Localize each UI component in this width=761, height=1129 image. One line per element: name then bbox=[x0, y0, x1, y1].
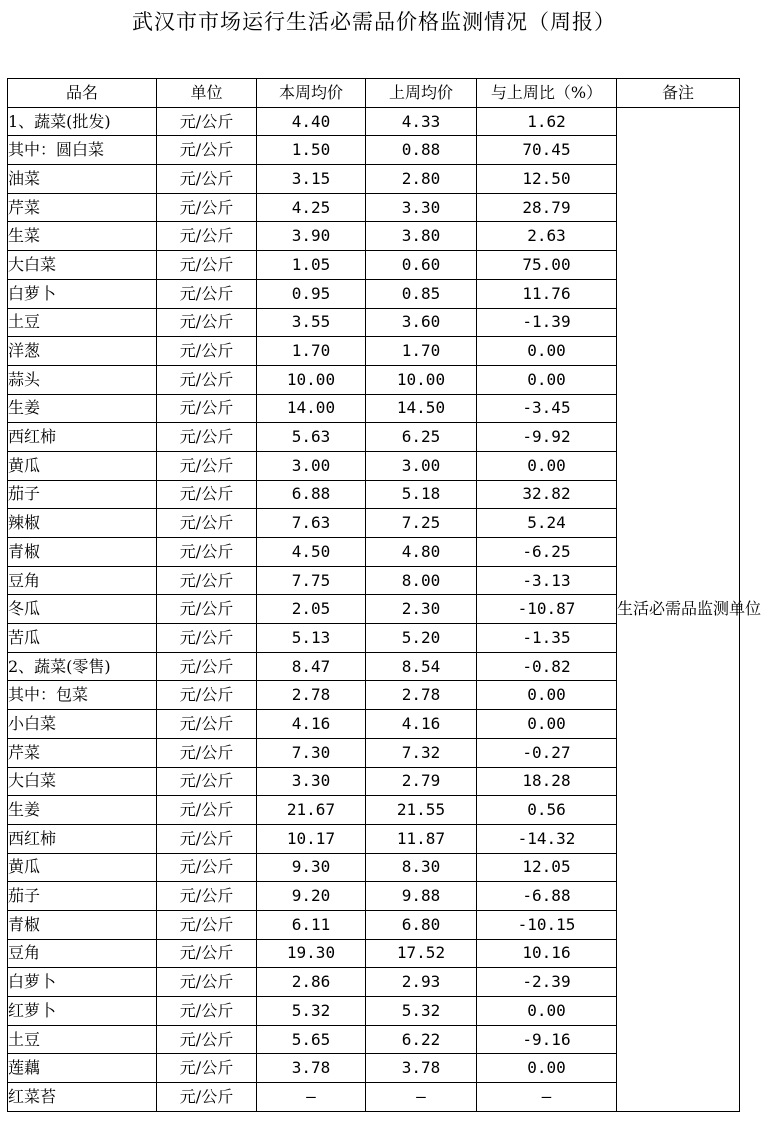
unit-cell: 元/公斤 bbox=[157, 1025, 257, 1054]
change-percent-cell: -9.92 bbox=[477, 423, 617, 452]
change-percent-cell: -6.88 bbox=[477, 882, 617, 911]
unit-cell: 元/公斤 bbox=[157, 509, 257, 538]
change-percent-cell: 0.56 bbox=[477, 796, 617, 825]
unit-cell: 元/公斤 bbox=[157, 1054, 257, 1083]
change-percent-cell: 0.00 bbox=[477, 365, 617, 394]
this-week-price-cell: 14.00 bbox=[257, 394, 366, 423]
item-name-cell: 2、蔬菜(零售) bbox=[8, 652, 157, 681]
unit-cell: 元/公斤 bbox=[157, 624, 257, 653]
unit-cell: 元/公斤 bbox=[157, 451, 257, 480]
this-week-price-cell: 6.88 bbox=[257, 480, 366, 509]
change-percent-cell: -0.82 bbox=[477, 652, 617, 681]
unit-cell: 元/公斤 bbox=[157, 796, 257, 825]
this-week-price-cell: 5.32 bbox=[257, 997, 366, 1026]
change-percent-cell: 0.00 bbox=[477, 681, 617, 710]
unit-cell: 元/公斤 bbox=[157, 767, 257, 796]
item-name-cell: 黄瓜 bbox=[8, 853, 157, 882]
unit-cell: 元/公斤 bbox=[157, 939, 257, 968]
last-week-price-cell: 8.54 bbox=[366, 652, 477, 681]
item-name-cell: 其中：圆白菜 bbox=[8, 136, 157, 165]
last-week-price-cell: — bbox=[366, 1083, 477, 1112]
unit-cell: 元/公斤 bbox=[157, 251, 257, 280]
item-name-cell: 莲藕 bbox=[8, 1054, 157, 1083]
item-name-cell: 生姜 bbox=[8, 394, 157, 423]
item-name-cell: 洋葱 bbox=[8, 337, 157, 366]
item-name-cell: 白萝卜 bbox=[8, 279, 157, 308]
unit-cell: 元/公斤 bbox=[157, 681, 257, 710]
item-name-cell: 油菜 bbox=[8, 165, 157, 194]
item-name-cell: 红萝卜 bbox=[8, 997, 157, 1026]
this-week-price-cell: 4.16 bbox=[257, 710, 366, 739]
item-name-cell: 1、蔬菜(批发) bbox=[8, 107, 157, 136]
change-percent-cell: -9.16 bbox=[477, 1025, 617, 1054]
item-name-cell: 苦瓜 bbox=[8, 624, 157, 653]
this-week-price-cell: 5.13 bbox=[257, 624, 366, 653]
header-row bbox=[8, 79, 740, 108]
change-percent-cell: 0.00 bbox=[477, 997, 617, 1026]
last-week-price-cell: 6.25 bbox=[366, 423, 477, 452]
item-name-cell: 豆角 bbox=[8, 939, 157, 968]
change-percent-cell: 0.00 bbox=[477, 1054, 617, 1083]
change-percent-cell: -3.13 bbox=[477, 566, 617, 595]
last-week-price-cell: 2.93 bbox=[366, 968, 477, 997]
change-percent-cell: 32.82 bbox=[477, 480, 617, 509]
change-percent-cell: -3.45 bbox=[477, 394, 617, 423]
item-name-cell: 芹菜 bbox=[8, 738, 157, 767]
change-percent-cell: 75.00 bbox=[477, 251, 617, 280]
item-name-cell: 辣椒 bbox=[8, 509, 157, 538]
last-week-price-cell: 0.88 bbox=[366, 136, 477, 165]
this-week-price-cell: 3.30 bbox=[257, 767, 366, 796]
change-percent-cell: -6.25 bbox=[477, 538, 617, 567]
this-week-price-cell: 5.65 bbox=[257, 1025, 366, 1054]
last-week-price-cell: 4.80 bbox=[366, 538, 477, 567]
this-week-price-cell: 4.40 bbox=[257, 107, 366, 136]
unit-cell: 元/公斤 bbox=[157, 279, 257, 308]
header-change: 与上周比（%） bbox=[477, 79, 617, 108]
last-week-price-cell: 4.33 bbox=[366, 107, 477, 136]
last-week-price-cell: 4.16 bbox=[366, 710, 477, 739]
unit-cell: 元/公斤 bbox=[157, 910, 257, 939]
this-week-price-cell: 21.67 bbox=[257, 796, 366, 825]
unit-cell: 元/公斤 bbox=[157, 193, 257, 222]
change-percent-cell: -10.15 bbox=[477, 910, 617, 939]
last-week-price-cell: 10.00 bbox=[366, 365, 477, 394]
item-name-cell: 豆角 bbox=[8, 566, 157, 595]
change-percent-cell: 2.63 bbox=[477, 222, 617, 251]
last-week-price-cell: 21.55 bbox=[366, 796, 477, 825]
this-week-price-cell: 3.15 bbox=[257, 165, 366, 194]
last-week-price-cell: 17.52 bbox=[366, 939, 477, 968]
change-percent-cell: 0.00 bbox=[477, 710, 617, 739]
table-header bbox=[8, 79, 740, 108]
change-percent-cell: 5.24 bbox=[477, 509, 617, 538]
change-percent-cell: -14.32 bbox=[477, 824, 617, 853]
unit-cell: 元/公斤 bbox=[157, 308, 257, 337]
this-week-price-cell: 2.78 bbox=[257, 681, 366, 710]
this-week-price-cell: 3.78 bbox=[257, 1054, 366, 1083]
item-name-cell: 土豆 bbox=[8, 1025, 157, 1054]
change-percent-cell: — bbox=[477, 1083, 617, 1112]
unit-cell: 元/公斤 bbox=[157, 595, 257, 624]
last-week-price-cell: 5.32 bbox=[366, 997, 477, 1026]
last-week-price-cell: 5.20 bbox=[366, 624, 477, 653]
last-week-price-cell: 8.30 bbox=[366, 853, 477, 882]
this-week-price-cell: 19.30 bbox=[257, 939, 366, 968]
item-name-cell: 西红柿 bbox=[8, 824, 157, 853]
item-name-cell: 白萝卜 bbox=[8, 968, 157, 997]
item-name-cell: 西红柿 bbox=[8, 423, 157, 452]
unit-cell: 元/公斤 bbox=[157, 423, 257, 452]
unit-cell: 元/公斤 bbox=[157, 107, 257, 136]
item-name-cell: 茄子 bbox=[8, 882, 157, 911]
last-week-price-cell: 0.60 bbox=[366, 251, 477, 280]
unit-cell: 元/公斤 bbox=[157, 853, 257, 882]
this-week-price-cell: 7.63 bbox=[257, 509, 366, 538]
unit-cell: 元/公斤 bbox=[157, 882, 257, 911]
unit-cell: 元/公斤 bbox=[157, 710, 257, 739]
change-percent-cell: -2.39 bbox=[477, 968, 617, 997]
change-percent-cell: 18.28 bbox=[477, 767, 617, 796]
unit-cell: 元/公斤 bbox=[157, 968, 257, 997]
last-week-price-cell: 7.32 bbox=[366, 738, 477, 767]
item-name-cell: 青椒 bbox=[8, 910, 157, 939]
this-week-price-cell: 1.05 bbox=[257, 251, 366, 280]
item-name-cell: 小白菜 bbox=[8, 710, 157, 739]
item-name-cell: 茄子 bbox=[8, 480, 157, 509]
header-this-week: 本周均价 bbox=[257, 79, 366, 108]
last-week-price-cell: 0.85 bbox=[366, 279, 477, 308]
change-percent-cell: 10.16 bbox=[477, 939, 617, 968]
last-week-price-cell: 9.88 bbox=[366, 882, 477, 911]
item-name-cell: 土豆 bbox=[8, 308, 157, 337]
price-table bbox=[7, 78, 761, 1112]
unit-cell: 元/公斤 bbox=[157, 480, 257, 509]
last-week-price-cell: 2.80 bbox=[366, 165, 477, 194]
item-name-cell: 红菜苔 bbox=[8, 1083, 157, 1112]
unit-cell: 元/公斤 bbox=[157, 652, 257, 681]
change-percent-cell: 12.50 bbox=[477, 165, 617, 194]
item-name-cell: 其中：包菜 bbox=[8, 681, 157, 710]
change-percent-cell: 0.00 bbox=[477, 451, 617, 480]
last-week-price-cell: 2.79 bbox=[366, 767, 477, 796]
this-week-price-cell: 9.30 bbox=[257, 853, 366, 882]
unit-cell: 元/公斤 bbox=[157, 824, 257, 853]
last-week-price-cell: 11.87 bbox=[366, 824, 477, 853]
change-percent-cell: 12.05 bbox=[477, 853, 617, 882]
this-week-price-cell: 10.17 bbox=[257, 824, 366, 853]
item-name-cell: 蒜头 bbox=[8, 365, 157, 394]
item-name-cell: 大白菜 bbox=[8, 251, 157, 280]
unit-cell: 元/公斤 bbox=[157, 222, 257, 251]
change-percent-cell: 28.79 bbox=[477, 193, 617, 222]
this-week-price-cell: 9.20 bbox=[257, 882, 366, 911]
item-name-cell: 生姜 bbox=[8, 796, 157, 825]
change-percent-cell: -0.27 bbox=[477, 738, 617, 767]
unit-cell: 元/公斤 bbox=[157, 1083, 257, 1112]
last-week-price-cell: 6.22 bbox=[366, 1025, 477, 1054]
item-name-cell: 青椒 bbox=[8, 538, 157, 567]
last-week-price-cell: 3.80 bbox=[366, 222, 477, 251]
header-unit: 单位 bbox=[157, 79, 257, 108]
this-week-price-cell: 3.55 bbox=[257, 308, 366, 337]
this-week-price-cell: 2.86 bbox=[257, 968, 366, 997]
table-body bbox=[8, 107, 761, 1111]
unit-cell: 元/公斤 bbox=[157, 136, 257, 165]
change-percent-cell: -10.87 bbox=[477, 595, 617, 624]
this-week-price-cell: 2.05 bbox=[257, 595, 366, 624]
this-week-price-cell: 0.95 bbox=[257, 279, 366, 308]
unit-cell: 元/公斤 bbox=[157, 365, 257, 394]
header-last-week: 上周均价 bbox=[366, 79, 477, 108]
this-week-price-cell: — bbox=[257, 1083, 366, 1112]
last-week-price-cell: 3.00 bbox=[366, 451, 477, 480]
unit-cell: 元/公斤 bbox=[157, 566, 257, 595]
last-week-price-cell: 5.18 bbox=[366, 480, 477, 509]
last-week-price-cell: 2.30 bbox=[366, 595, 477, 624]
unit-cell: 元/公斤 bbox=[157, 997, 257, 1026]
last-week-price-cell: 8.00 bbox=[366, 566, 477, 595]
item-name-cell: 黄瓜 bbox=[8, 451, 157, 480]
unit-cell: 元/公斤 bbox=[157, 738, 257, 767]
page-title: 武汉市市场运行生活必需品价格监测情况（周报） bbox=[132, 10, 616, 34]
this-week-price-cell: 4.25 bbox=[257, 193, 366, 222]
last-week-price-cell: 3.30 bbox=[366, 193, 477, 222]
this-week-price-cell: 1.70 bbox=[257, 337, 366, 366]
this-week-price-cell: 3.00 bbox=[257, 451, 366, 480]
header-note: 备注 bbox=[617, 79, 740, 108]
last-week-price-cell: 1.70 bbox=[366, 337, 477, 366]
item-name-cell: 生菜 bbox=[8, 222, 157, 251]
unit-cell: 元/公斤 bbox=[157, 337, 257, 366]
change-percent-cell: 0.00 bbox=[477, 337, 617, 366]
table-row bbox=[8, 107, 740, 136]
item-name-cell: 冬瓜 bbox=[8, 595, 157, 624]
item-name-cell: 大白菜 bbox=[8, 767, 157, 796]
unit-cell: 元/公斤 bbox=[157, 538, 257, 567]
this-week-price-cell: 7.75 bbox=[257, 566, 366, 595]
change-percent-cell: -1.39 bbox=[477, 308, 617, 337]
this-week-price-cell: 6.11 bbox=[257, 910, 366, 939]
change-percent-cell: 70.45 bbox=[477, 136, 617, 165]
unit-cell: 元/公斤 bbox=[157, 394, 257, 423]
change-percent-cell: 1.62 bbox=[477, 107, 617, 136]
change-percent-cell: -1.35 bbox=[477, 624, 617, 653]
last-week-price-cell: 3.60 bbox=[366, 308, 477, 337]
this-week-price-cell: 1.50 bbox=[257, 136, 366, 165]
unit-cell: 元/公斤 bbox=[157, 165, 257, 194]
last-week-price-cell: 6.80 bbox=[366, 910, 477, 939]
header-name: 品名 bbox=[8, 79, 157, 108]
this-week-price-cell: 8.47 bbox=[257, 652, 366, 681]
last-week-price-cell: 3.78 bbox=[366, 1054, 477, 1083]
this-week-price-cell: 3.90 bbox=[257, 222, 366, 251]
last-week-price-cell: 14.50 bbox=[366, 394, 477, 423]
this-week-price-cell: 7.30 bbox=[257, 738, 366, 767]
last-week-price-cell: 2.78 bbox=[366, 681, 477, 710]
change-percent-cell: 11.76 bbox=[477, 279, 617, 308]
this-week-price-cell: 10.00 bbox=[257, 365, 366, 394]
this-week-price-cell: 4.50 bbox=[257, 538, 366, 567]
item-name-cell: 芹菜 bbox=[8, 193, 157, 222]
this-week-price-cell: 5.63 bbox=[257, 423, 366, 452]
note-cell: 生活必需品监测单位 bbox=[617, 107, 740, 1111]
last-week-price-cell: 7.25 bbox=[366, 509, 477, 538]
